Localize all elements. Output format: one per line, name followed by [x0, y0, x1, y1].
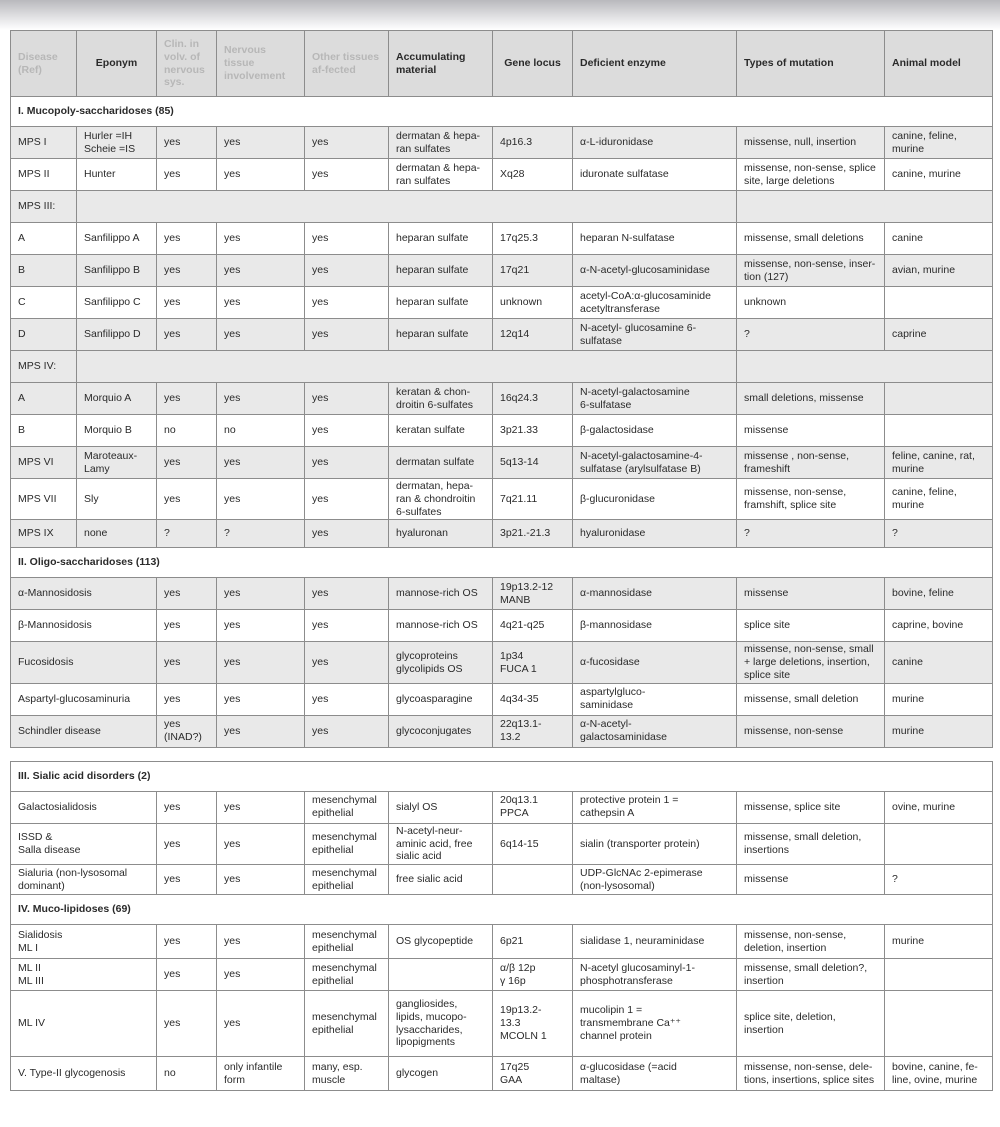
- cell-gene-locus: unknown: [493, 287, 573, 319]
- cell-gene-locus: 20q13.1 PPCA: [493, 791, 573, 823]
- cell-gene-locus: 17q25.3: [493, 223, 573, 255]
- cell-gene-locus: 6q14-15: [493, 823, 573, 864]
- cell-deficient-enzyme: protective protein 1 = cathepsin A: [573, 791, 737, 823]
- cell-deficient-enzyme: heparan N-sulfatase: [573, 223, 737, 255]
- cell-mutation-types: missense, non-sense, dele- tions, insertions, splice sites: [737, 1057, 885, 1091]
- cell-nervous-tissue: yes: [217, 287, 305, 319]
- cell-clinical-involvement: yes: [157, 959, 217, 991]
- cell-deficient-enzyme: β-glucuronidase: [573, 479, 737, 520]
- cell-mutation-types: ?: [737, 520, 885, 548]
- cell-other-tissues: mesenchymal epithelial: [305, 865, 389, 895]
- lysosomal-disease-table: [10, 30, 993, 1091]
- cell-other-tissues: yes: [305, 159, 389, 191]
- col-header-gene-locus: Gene locus: [493, 31, 573, 97]
- table-row: [11, 959, 993, 991]
- cell-nervous-tissue: yes: [217, 925, 305, 959]
- cell-other-tissues: yes: [305, 127, 389, 159]
- cell-eponym: Morquio A: [77, 383, 157, 415]
- cell-animal-model: [885, 959, 993, 991]
- cell-gene-locus: 22q13.1- 13.2: [493, 715, 573, 747]
- cell-accumulating-material: keratan & chon- droitin 6-sulfates: [389, 383, 493, 415]
- subgroup-label: MPS IV:: [11, 351, 77, 383]
- cell-clinical-involvement: no: [157, 415, 217, 447]
- section-title-row: [11, 761, 993, 791]
- cell-clinical-involvement: yes: [157, 865, 217, 895]
- cell-mutation-types: unknown: [737, 287, 885, 319]
- cell-animal-model: [885, 287, 993, 319]
- cell-animal-model: canine: [885, 223, 993, 255]
- table-body: [11, 97, 993, 1091]
- cell-clinical-involvement: yes: [157, 255, 217, 287]
- cell-gene-locus: 1p34 FUCA 1: [493, 642, 573, 683]
- subgroup-blank: [737, 191, 993, 223]
- cell-disease: Sialuria (non-lysosomal dominant): [11, 865, 157, 895]
- table-row: [11, 520, 993, 548]
- cell-disease: MPS II: [11, 159, 77, 191]
- col-header-mutation-types: Types of mutation: [737, 31, 885, 97]
- cell-other-tissues: yes: [305, 447, 389, 479]
- cell-mutation-types: missense, non-sense, inser- tion (127): [737, 255, 885, 287]
- cell-disease: MPS I: [11, 127, 77, 159]
- cell-deficient-enzyme: UDP-GlcNAc 2-epimerase (non-lysosomal): [573, 865, 737, 895]
- cell-clinical-involvement: yes: [157, 159, 217, 191]
- cell-eponym: Sanfilippo C: [77, 287, 157, 319]
- subgroup-blank: [77, 191, 737, 223]
- cell-nervous-tissue: yes: [217, 127, 305, 159]
- cell-clinical-involvement: yes (INAD?): [157, 715, 217, 747]
- table-row: [11, 479, 993, 520]
- cell-gene-locus: 19p13.2-12 MANB: [493, 578, 573, 610]
- cell-animal-model: murine: [885, 925, 993, 959]
- cell-mutation-types: missense, non-sense, splice site, large deletions: [737, 159, 885, 191]
- cell-nervous-tissue: yes: [217, 255, 305, 287]
- cell-deficient-enzyme: α-fucosidase: [573, 642, 737, 683]
- cell-accumulating-material: hyaluronan: [389, 520, 493, 548]
- cell-mutation-types: splice site, deletion, insertion: [737, 991, 885, 1057]
- cell-animal-model: canine, feline, murine: [885, 479, 993, 520]
- cell-accumulating-material: mannose-rich OS: [389, 578, 493, 610]
- cell-disease: ISSD & Salla disease: [11, 823, 157, 864]
- cell-clinical-involvement: ?: [157, 520, 217, 548]
- cell-other-tissues: yes: [305, 223, 389, 255]
- cell-disease: Sialidosis ML I: [11, 925, 157, 959]
- cell-other-tissues: yes: [305, 319, 389, 351]
- cell-deficient-enzyme: mucolipin 1 = transmembrane Ca⁺⁺ channel protein: [573, 991, 737, 1057]
- cell-deficient-enzyme: α-N-acetyl-glucosaminidase: [573, 255, 737, 287]
- cell-nervous-tissue: yes: [217, 823, 305, 864]
- cell-mutation-types: missense, small deletion: [737, 683, 885, 715]
- cell-clinical-involvement: yes: [157, 683, 217, 715]
- cell-gene-locus: 19p13.2- 13.3 MCOLN 1: [493, 991, 573, 1057]
- cell-deficient-enzyme: N-acetyl-galactosamine 6-sulfatase: [573, 383, 737, 415]
- cell-accumulating-material: glycoasparagine: [389, 683, 493, 715]
- cell-other-tissues: yes: [305, 683, 389, 715]
- gap-cell: [11, 747, 993, 761]
- cell-mutation-types: missense, non-sense, small + large deletions, insertion, splice site: [737, 642, 885, 683]
- cell-animal-model: caprine, bovine: [885, 610, 993, 642]
- cell-animal-model: bovine, feline: [885, 578, 993, 610]
- table-row: [11, 351, 993, 383]
- cell-other-tissues: yes: [305, 415, 389, 447]
- cell-disease: ML II ML III: [11, 959, 157, 991]
- cell-mutation-types: missense, non-sense, deletion, insertion: [737, 925, 885, 959]
- cell-mutation-types: small deletions, missense: [737, 383, 885, 415]
- cell-disease: A: [11, 383, 77, 415]
- cell-nervous-tissue: yes: [217, 683, 305, 715]
- table-row: [11, 415, 993, 447]
- cell-deficient-enzyme: α-mannosidase: [573, 578, 737, 610]
- cell-deficient-enzyme: iduronate sulfatase: [573, 159, 737, 191]
- col-header-clinical-involvement: Clin. in volv. of nervous sys.: [157, 31, 217, 97]
- cell-accumulating-material: [389, 959, 493, 991]
- cell-eponym: Maroteaux- Lamy: [77, 447, 157, 479]
- cell-eponym: Hunter: [77, 159, 157, 191]
- section-title-row: [11, 548, 993, 578]
- table-row: [11, 925, 993, 959]
- cell-mutation-types: missense: [737, 415, 885, 447]
- cell-disease: Galactosialidosis: [11, 791, 157, 823]
- cell-gene-locus: α/β 12p γ 16p: [493, 959, 573, 991]
- cell-deficient-enzyme: aspartylgluco- saminidase: [573, 683, 737, 715]
- cell-accumulating-material: gangliosides, lipids, mucopo- lysaccharides, lipopigments: [389, 991, 493, 1057]
- cell-animal-model: [885, 823, 993, 864]
- cell-disease: V. Type-II glycogenosis: [11, 1057, 157, 1091]
- col-header-disease: Disease (Ref): [11, 31, 77, 97]
- cell-animal-model: canine, murine: [885, 159, 993, 191]
- cell-nervous-tissue: yes: [217, 991, 305, 1057]
- cell-accumulating-material: heparan sulfate: [389, 287, 493, 319]
- cell-animal-model: ?: [885, 865, 993, 895]
- cell-eponym: Sanfilippo D: [77, 319, 157, 351]
- cell-other-tissues: mesenchymal epithelial: [305, 925, 389, 959]
- cell-eponym: Sanfilippo A: [77, 223, 157, 255]
- table-row: [11, 383, 993, 415]
- header-row: [11, 31, 993, 97]
- cell-clinical-involvement: yes: [157, 287, 217, 319]
- cell-mutation-types: ?: [737, 319, 885, 351]
- section-title: III. Sialic acid disorders (2): [11, 761, 993, 791]
- col-header-eponym: Eponym: [77, 31, 157, 97]
- section-title-row: [11, 97, 993, 127]
- cell-clinical-involvement: yes: [157, 791, 217, 823]
- cell-clinical-involvement: yes: [157, 823, 217, 864]
- cell-animal-model: [885, 991, 993, 1057]
- table-row: [11, 191, 993, 223]
- cell-gene-locus: 6p21: [493, 925, 573, 959]
- cell-gene-locus: 4p16.3: [493, 127, 573, 159]
- cell-other-tissues: mesenchymal epithelial: [305, 791, 389, 823]
- cell-mutation-types: splice site: [737, 610, 885, 642]
- cell-clinical-involvement: yes: [157, 991, 217, 1057]
- table-row: [11, 223, 993, 255]
- cell-disease: B: [11, 255, 77, 287]
- cell-clinical-involvement: yes: [157, 479, 217, 520]
- cell-accumulating-material: heparan sulfate: [389, 255, 493, 287]
- cell-deficient-enzyme: sialin (transporter protein): [573, 823, 737, 864]
- table-row: [11, 447, 993, 479]
- table-row: [11, 255, 993, 287]
- cell-mutation-types: missense, splice site: [737, 791, 885, 823]
- cell-disease: MPS VII: [11, 479, 77, 520]
- cell-other-tissues: mesenchymal epithelial: [305, 959, 389, 991]
- cell-animal-model: caprine: [885, 319, 993, 351]
- section-gap: [11, 747, 993, 761]
- cell-animal-model: bovine, canine, fe- line, ovine, murine: [885, 1057, 993, 1091]
- cell-clinical-involvement: yes: [157, 383, 217, 415]
- subgroup-blank: [77, 351, 737, 383]
- cell-deficient-enzyme: α-L-iduronidase: [573, 127, 737, 159]
- cell-mutation-types: missense: [737, 578, 885, 610]
- cell-other-tissues: many, esp. muscle: [305, 1057, 389, 1091]
- cell-gene-locus: 4q21-q25: [493, 610, 573, 642]
- cell-nervous-tissue: yes: [217, 715, 305, 747]
- cell-accumulating-material: glycogen: [389, 1057, 493, 1091]
- table-row: [11, 127, 993, 159]
- cell-nervous-tissue: yes: [217, 383, 305, 415]
- cell-other-tissues: yes: [305, 578, 389, 610]
- section-title: I. Mucopoly-saccharidoses (85): [11, 97, 993, 127]
- col-header-accumulating-material: Accumulating material: [389, 31, 493, 97]
- table-row: [11, 578, 993, 610]
- table-row: [11, 159, 993, 191]
- cell-nervous-tissue: yes: [217, 865, 305, 895]
- cell-mutation-types: missense, small deletion?, insertion: [737, 959, 885, 991]
- cell-nervous-tissue: only infantile form: [217, 1057, 305, 1091]
- cell-eponym: none: [77, 520, 157, 548]
- cell-clinical-involvement: yes: [157, 642, 217, 683]
- table-row: [11, 991, 993, 1057]
- cell-disease: B: [11, 415, 77, 447]
- cell-mutation-types: missense , non-sense, frameshift: [737, 447, 885, 479]
- cell-gene-locus: 16q24.3: [493, 383, 573, 415]
- cell-clinical-involvement: yes: [157, 223, 217, 255]
- cell-deficient-enzyme: β-mannosidase: [573, 610, 737, 642]
- col-header-other-tissues: Other tissues af-fected: [305, 31, 389, 97]
- page-top-shadow: [0, 0, 1000, 30]
- cell-accumulating-material: dermatan sulfate: [389, 447, 493, 479]
- cell-animal-model: [885, 383, 993, 415]
- cell-clinical-involvement: yes: [157, 925, 217, 959]
- cell-gene-locus: 3p21.-21.3: [493, 520, 573, 548]
- cell-mutation-types: missense: [737, 865, 885, 895]
- cell-disease: Fucosidosis: [11, 642, 157, 683]
- cell-clinical-involvement: yes: [157, 578, 217, 610]
- cell-deficient-enzyme: acetyl-CoA:α-glucosaminide acetyltransferase: [573, 287, 737, 319]
- table-row: [11, 791, 993, 823]
- cell-accumulating-material: glycoproteins glycolipids OS: [389, 642, 493, 683]
- cell-accumulating-material: dermatan & hepa- ran sulfates: [389, 127, 493, 159]
- cell-deficient-enzyme: α-N-acetyl- galactosaminidase: [573, 715, 737, 747]
- cell-other-tissues: yes: [305, 715, 389, 747]
- cell-disease: Schindler disease: [11, 715, 157, 747]
- cell-clinical-involvement: yes: [157, 319, 217, 351]
- table-row: [11, 642, 993, 683]
- table-row: [11, 287, 993, 319]
- cell-animal-model: ovine, murine: [885, 791, 993, 823]
- cell-eponym: Sly: [77, 479, 157, 520]
- cell-gene-locus: [493, 865, 573, 895]
- cell-clinical-involvement: no: [157, 1057, 217, 1091]
- cell-mutation-types: missense, non-sense, framshift, splice site: [737, 479, 885, 520]
- cell-animal-model: avian, murine: [885, 255, 993, 287]
- cell-animal-model: canine, feline, murine: [885, 127, 993, 159]
- cell-accumulating-material: N-acetyl-neur- aminic acid, free sialic acid: [389, 823, 493, 864]
- cell-nervous-tissue: no: [217, 415, 305, 447]
- cell-disease: β-Mannosidosis: [11, 610, 157, 642]
- cell-other-tissues: yes: [305, 383, 389, 415]
- cell-disease: α-Mannosidosis: [11, 578, 157, 610]
- table-row: [11, 715, 993, 747]
- cell-nervous-tissue: yes: [217, 642, 305, 683]
- cell-nervous-tissue: ?: [217, 520, 305, 548]
- cell-mutation-types: missense, non-sense: [737, 715, 885, 747]
- cell-animal-model: [885, 415, 993, 447]
- cell-other-tissues: yes: [305, 520, 389, 548]
- cell-disease: A: [11, 223, 77, 255]
- section-title: IV. Muco-lipidoses (69): [11, 895, 993, 925]
- cell-disease: Aspartyl-glucosaminuria: [11, 683, 157, 715]
- table-row: [11, 683, 993, 715]
- cell-nervous-tissue: yes: [217, 791, 305, 823]
- cell-animal-model: canine: [885, 642, 993, 683]
- cell-accumulating-material: dermatan & hepa- ran sulfates: [389, 159, 493, 191]
- cell-accumulating-material: keratan sulfate: [389, 415, 493, 447]
- cell-accumulating-material: sialyl OS: [389, 791, 493, 823]
- cell-deficient-enzyme: N-acetyl glucosaminyl-1- phosphotransferase: [573, 959, 737, 991]
- cell-nervous-tissue: yes: [217, 959, 305, 991]
- table-row: [11, 610, 993, 642]
- cell-nervous-tissue: yes: [217, 319, 305, 351]
- cell-nervous-tissue: yes: [217, 159, 305, 191]
- cell-deficient-enzyme: N-acetyl- glucosamine 6- sulfatase: [573, 319, 737, 351]
- col-header-deficient-enzyme: Deficient enzyme: [573, 31, 737, 97]
- cell-animal-model: ?: [885, 520, 993, 548]
- cell-deficient-enzyme: N-acetyl-galactosamine-4- sulfatase (arylsulfatase B): [573, 447, 737, 479]
- cell-accumulating-material: dermatan, hepa- ran & chondroitin 6-sulfates: [389, 479, 493, 520]
- cell-other-tissues: yes: [305, 642, 389, 683]
- cell-other-tissues: mesenchymal epithelial: [305, 823, 389, 864]
- cell-deficient-enzyme: α-glucosidase (=acid maltase): [573, 1057, 737, 1091]
- cell-mutation-types: missense, small deletion, insertions: [737, 823, 885, 864]
- section-title-row: [11, 895, 993, 925]
- cell-nervous-tissue: yes: [217, 479, 305, 520]
- disease-table-sheet: [10, 30, 992, 1091]
- cell-gene-locus: 17q21: [493, 255, 573, 287]
- cell-deficient-enzyme: β-galactosidase: [573, 415, 737, 447]
- cell-other-tissues: yes: [305, 610, 389, 642]
- cell-mutation-types: missense, null, insertion: [737, 127, 885, 159]
- table-row: [11, 865, 993, 895]
- col-header-animal-model: Animal model: [885, 31, 993, 97]
- cell-nervous-tissue: yes: [217, 223, 305, 255]
- cell-other-tissues: yes: [305, 479, 389, 520]
- cell-animal-model: feline, canine, rat, murine: [885, 447, 993, 479]
- cell-accumulating-material: glycoconjugates: [389, 715, 493, 747]
- cell-animal-model: murine: [885, 683, 993, 715]
- cell-nervous-tissue: yes: [217, 578, 305, 610]
- cell-gene-locus: 3p21.33: [493, 415, 573, 447]
- cell-gene-locus: 7q21.11: [493, 479, 573, 520]
- cell-other-tissues: mesenchymal epithelial: [305, 991, 389, 1057]
- cell-gene-locus: 5q13-14: [493, 447, 573, 479]
- cell-disease: MPS VI: [11, 447, 77, 479]
- cell-deficient-enzyme: hyaluronidase: [573, 520, 737, 548]
- cell-accumulating-material: mannose-rich OS: [389, 610, 493, 642]
- cell-disease: D: [11, 319, 77, 351]
- table-row: [11, 823, 993, 864]
- subgroup-blank: [737, 351, 993, 383]
- cell-disease: MPS IX: [11, 520, 77, 548]
- table-row: [11, 1057, 993, 1091]
- cell-accumulating-material: free sialic acid: [389, 865, 493, 895]
- subgroup-label: MPS III:: [11, 191, 77, 223]
- cell-mutation-types: missense, small deletions: [737, 223, 885, 255]
- cell-clinical-involvement: yes: [157, 610, 217, 642]
- section-title: II. Oligo-saccharidoses (113): [11, 548, 993, 578]
- col-header-nervous-tissue: Nervous tissue involvement: [217, 31, 305, 97]
- cell-accumulating-material: heparan sulfate: [389, 319, 493, 351]
- cell-animal-model: murine: [885, 715, 993, 747]
- cell-nervous-tissue: yes: [217, 610, 305, 642]
- cell-disease: C: [11, 287, 77, 319]
- cell-clinical-involvement: yes: [157, 447, 217, 479]
- cell-other-tissues: yes: [305, 287, 389, 319]
- cell-eponym: Morquio B: [77, 415, 157, 447]
- cell-accumulating-material: OS glycopeptide: [389, 925, 493, 959]
- cell-other-tissues: yes: [305, 255, 389, 287]
- cell-deficient-enzyme: sialidase 1, neuraminidase: [573, 925, 737, 959]
- cell-accumulating-material: heparan sulfate: [389, 223, 493, 255]
- cell-gene-locus: 12q14: [493, 319, 573, 351]
- table-row: [11, 319, 993, 351]
- cell-nervous-tissue: yes: [217, 447, 305, 479]
- cell-eponym: Hurler =IH Scheie =IS: [77, 127, 157, 159]
- cell-disease: ML IV: [11, 991, 157, 1057]
- cell-clinical-involvement: yes: [157, 127, 217, 159]
- cell-gene-locus: Xq28: [493, 159, 573, 191]
- cell-gene-locus: 4q34-35: [493, 683, 573, 715]
- cell-gene-locus: 17q25 GAA: [493, 1057, 573, 1091]
- cell-eponym: Sanfilippo B: [77, 255, 157, 287]
